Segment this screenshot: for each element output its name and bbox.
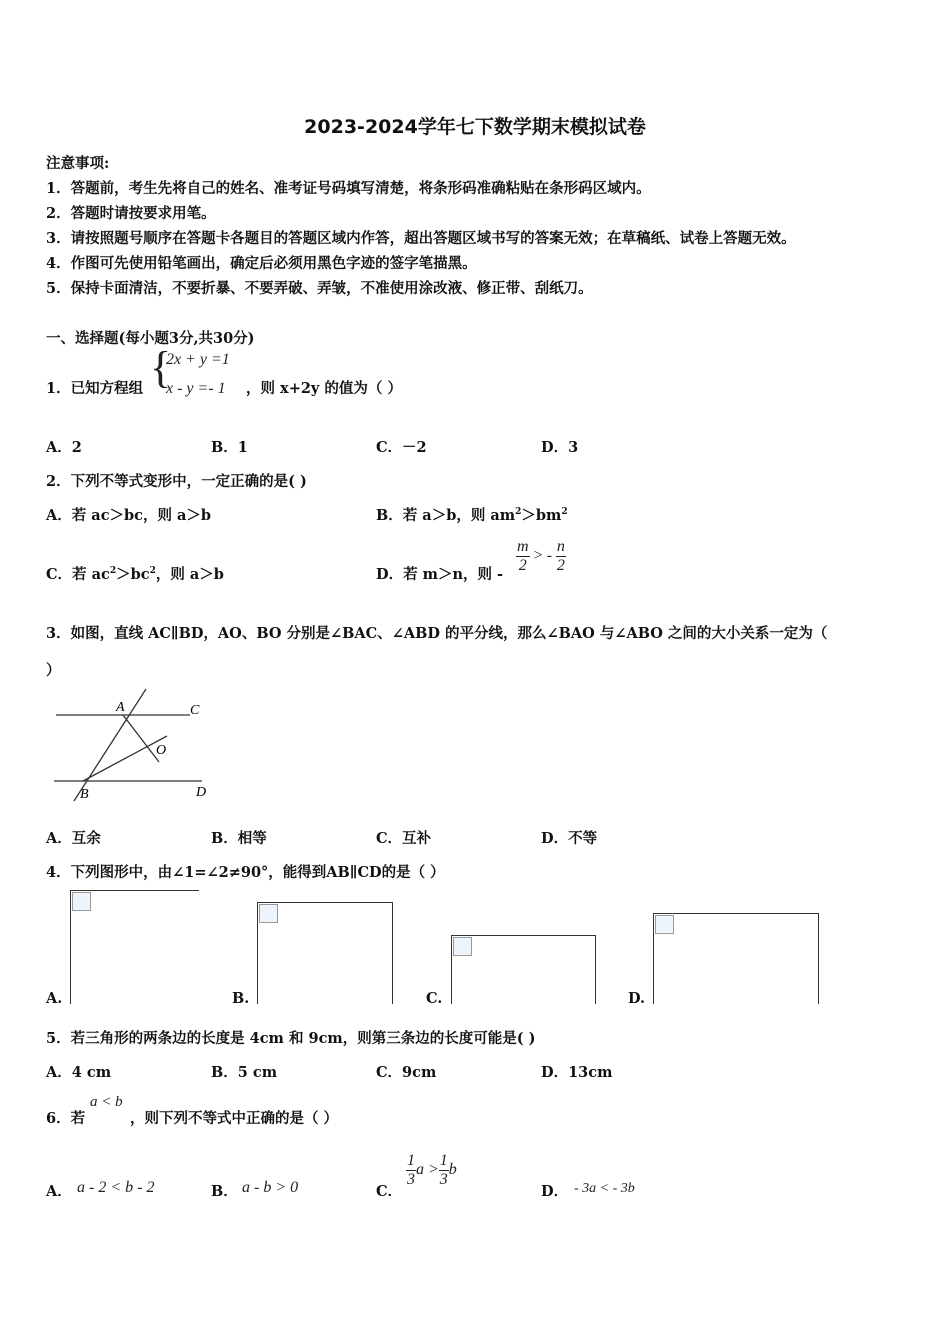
q4-option-d-label: D. [628,990,646,1007]
q3-figure [50,684,220,806]
broken-image-icon [655,915,674,934]
q2-stem: 2．下列不等式变形中，一定正确的是( ) [46,473,307,490]
q4-stem: 4．下列图形中，由∠1=∠2≠90°，能得到AB∥CD的是（ ） [46,864,445,881]
label-b: B [80,787,89,802]
notes-heading: 注意事项: [46,155,110,172]
q4-option-a-label: A. [46,990,63,1007]
label-d: D [196,785,207,800]
note-item-1: 1．答题前，考生先将自己的姓名、准考证号码填写清楚，将条形码准确粘贴在条形码区域内。 [46,180,651,197]
q1-brace: { [150,343,172,392]
broken-image-icon [453,937,472,956]
q2-option-b: B．若 a＞b，则 $am^2>bm^2$ [376,507,568,524]
q6-option-c-label: C． [376,1183,403,1200]
q3-option-c: C．互补 [376,830,432,847]
q6-option-b: a - b > 0 [242,1179,299,1196]
q1-option-c: C．－2 [376,439,427,456]
q6-option-a: a - 2 < b - 2 [77,1179,155,1196]
q6-option-b-label: B． [211,1183,238,1200]
q2-option-d-expr: $\frac{m}{2}$ > - $\frac{n}{2}$ [517,538,565,574]
q2-option-a: A．若 ac＞bc，则 a＞b [46,507,212,524]
q4-option-b-label: B. [232,990,250,1007]
q4-option-c-image [451,935,596,1004]
q2-option-d-label: D．若 m＞n，则 - [376,566,504,583]
q5-option-b: B．5 cm [211,1064,278,1081]
q6-suffix: ，则下列不等式中正确的是（ ） [130,1110,339,1127]
q3-stem-line1: 3．如图，直线 AC∥BD，AO、BO 分别是∠BAC、∠ABD 的平分线，那么∠BAO 与∠ABO 之间的大小关系一定为（ [46,625,828,642]
q4-option-b-image [257,902,393,1004]
q6-option-c: $\frac{1}{3}$ a > $\frac{1}{3}$ b [407,1152,457,1188]
q1-prefix: 1．已知方程组 [46,380,144,397]
q1-eq1: 2x + y =1 [166,351,230,368]
q2-option-c: C．若 $ac^2>bc^2$，则 a＞b [46,566,224,583]
label-a: A [116,700,125,715]
q5-option-c: C．9cm [376,1064,437,1081]
q3-option-d: D．不等 [541,830,598,847]
transversal-line [74,689,146,801]
q1-eq2: x - y =- 1 [166,380,226,397]
q5-stem: 5．若三角形的两条边的长度是 4cm 和 9cm，则第三条边的长度可能是( ) [46,1030,536,1047]
note-item-2: 2．答题时请按要求用笔。 [46,205,216,222]
broken-image-icon [259,904,278,923]
q3-stem-line2: ） [46,662,61,679]
note-item-3: 3．请按照题号顺序在答题卡各题目的答题区域内作答，超出答题区域书写的答案无效；在草稿纸、试卷上答题无效。 [46,230,796,247]
q5-option-a: A．4 cm [46,1064,112,1081]
q1-option-d: D．3 [541,439,579,456]
q6-prefix: 6．若 [46,1110,86,1127]
q1-option-a: A．2 [46,439,82,456]
q6-option-d-label: D． [541,1183,569,1200]
bisector-bo [83,736,167,781]
q6-condition: a < b [90,1094,123,1110]
label-o: O [156,743,167,758]
q4-option-a-image [70,890,199,1004]
q4-option-c-label: C. [426,990,443,1007]
bisector-ao [123,715,159,762]
q5-option-d: D．13cm [541,1064,613,1081]
q3-option-a: A．互余 [46,830,101,847]
label-c: C [190,703,200,718]
q1-option-b: B．1 [211,439,248,456]
broken-image-icon [72,892,91,911]
page-title: 2023-2024学年七下数学期末模拟试卷 [304,116,646,138]
q6-option-a-label: A． [46,1183,72,1200]
q6-option-d: - 3a < - 3b [574,1181,635,1196]
section-heading: 一、选择题(每小题3分,共30分) [46,330,255,347]
note-item-5: 5．保持卡面清洁，不要折暴、不要弄破、弄皱，不准使用涂改液、修正带、刮纸刀。 [46,280,593,297]
q3-option-b: B．相等 [211,830,267,847]
note-item-4: 4．作图可先使用铅笔画出，确定后必须用黑色字迹的签字笔描黑。 [46,255,477,272]
q1-suffix: ，则 x+2y 的值为（ ） [246,380,402,397]
q4-option-d-image [653,913,819,1004]
